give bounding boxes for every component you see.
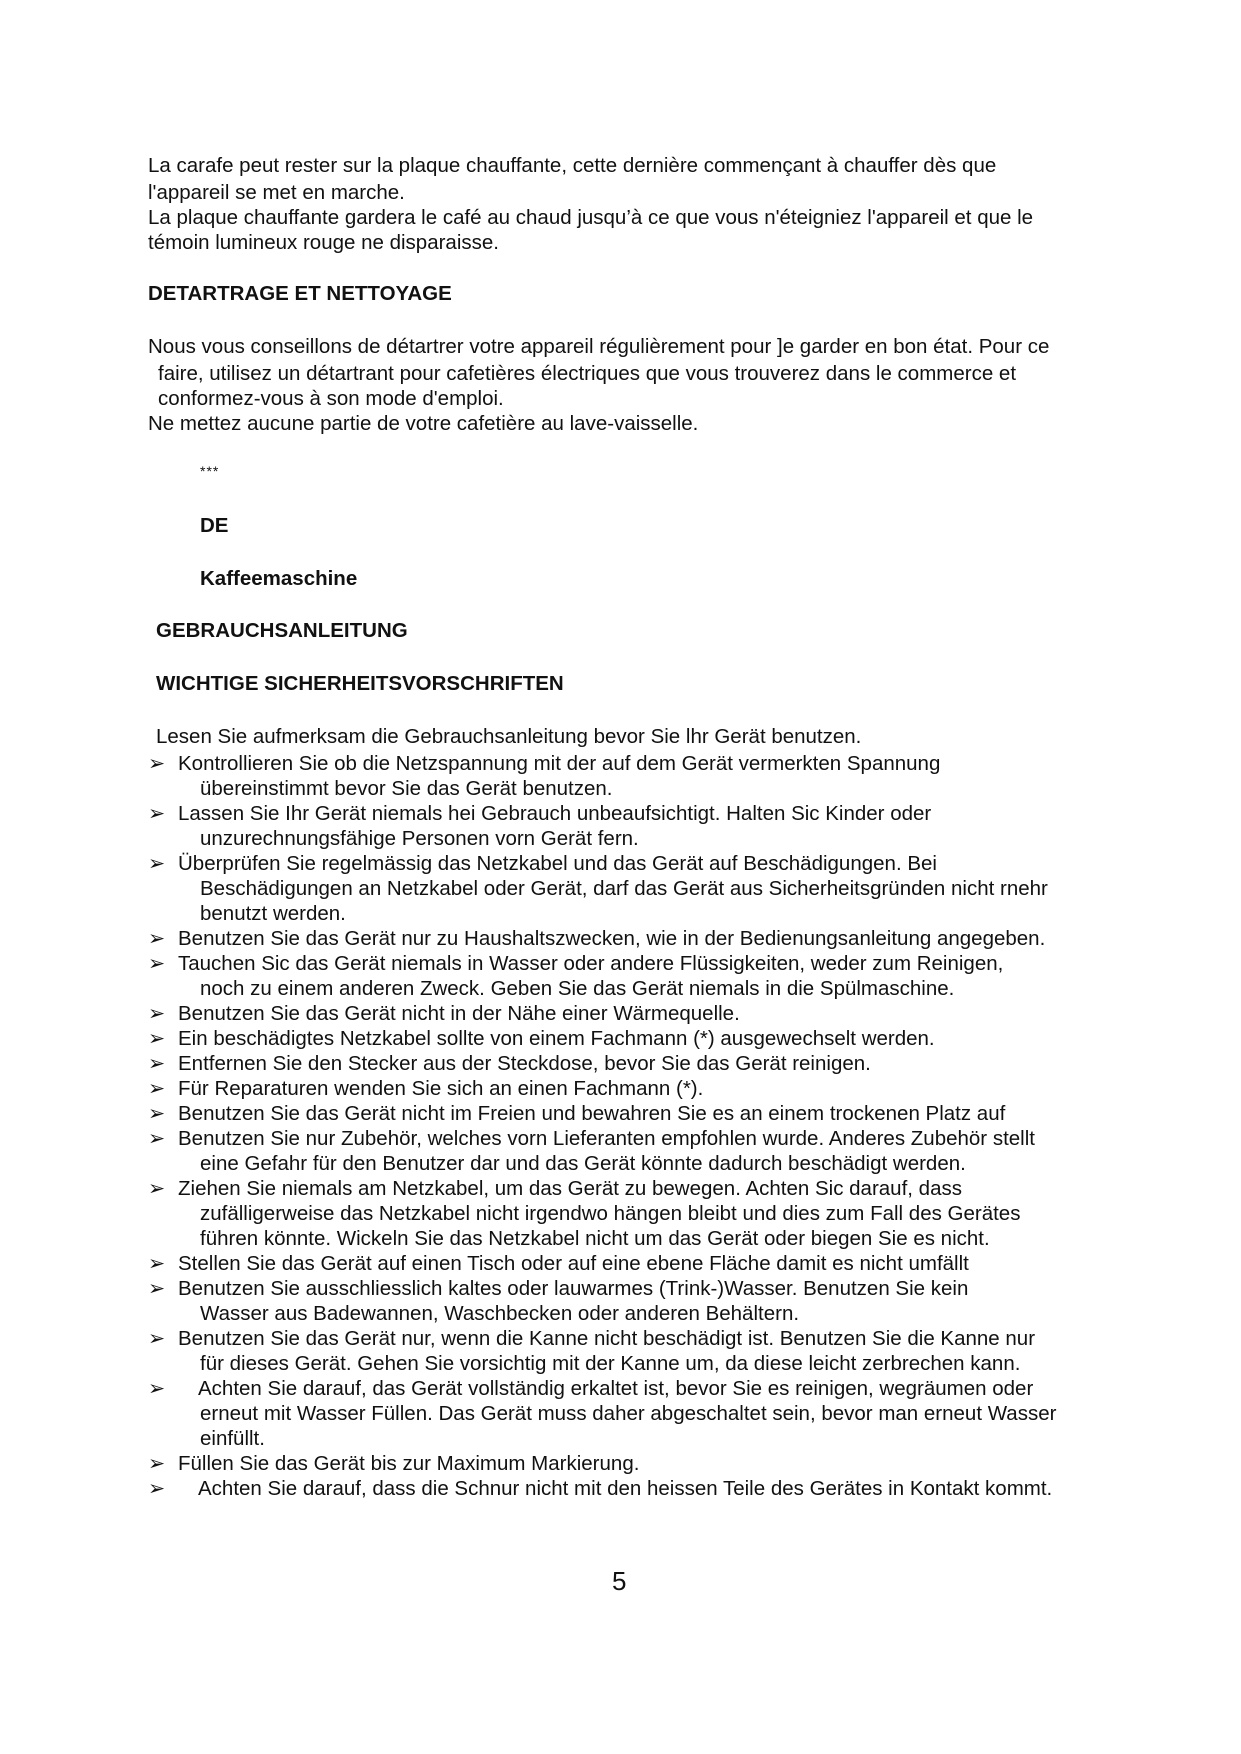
safety-title: WICHTIGE SICHERHEITSVORSCHRIFTEN <box>156 672 564 695</box>
bullet-text: Benutzen Sie das Gerät nur, wenn die Kanne nicht beschädigt ist. Benutzen Sie die Kanne nur <box>178 1327 1036 1350</box>
bullet-text: Tauchen Sic das Gerät niemals in Wasser oder andere Flüssigkeiten, weder zum Reinigen, <box>178 952 1004 975</box>
safety-bullet-list <box>148 751 1148 1501</box>
safety-bullet-item <box>148 951 1148 1001</box>
product-name: Kaffeemaschine <box>200 567 358 590</box>
page-number: 5 <box>612 1566 627 1596</box>
arrow-bullet-icon: ➢ <box>148 1127 166 1150</box>
bullet-text: Ziehen Sie niemals am Netzkabel, um das Gerät zu bewegen. Achten Sic darauf, dass <box>178 1177 962 1200</box>
bullet-text: Stellen Sie das Gerät auf einen Tisch oder auf eine ebene Fläche damit es nicht umfällt <box>178 1252 969 1275</box>
safety-bullet-item <box>148 1326 1148 1376</box>
safety-intro: Lesen Sie aufmerksam die Gebrauchsanleitung bevor Sie lhr Gerät benutzen. <box>156 725 862 748</box>
safety-bullet-item <box>148 1251 1148 1276</box>
bullet-text: Achten Sie darauf, dass die Schnur nicht mit den heissen Teile des Gerätes in Kontakt kommt. <box>198 1477 1053 1500</box>
arrow-bullet-icon: ➢ <box>148 1102 166 1125</box>
arrow-bullet-icon: ➢ <box>148 927 166 950</box>
bullet-text: Benutzen Sie ausschliesslich kaltes oder lauwarmes (Trink-)Wasser. Benutzen Sie kein <box>178 1277 969 1300</box>
arrow-bullet-icon: ➢ <box>148 852 166 875</box>
safety-bullet-item <box>148 1051 1148 1076</box>
safety-bullet-item <box>148 1126 1148 1176</box>
safety-bullet-item <box>148 801 1148 851</box>
arrow-bullet-icon: ➢ <box>148 802 166 825</box>
text-line: l'appareil se met en marche. <box>148 181 405 204</box>
safety-bullet-item <box>148 1076 1148 1101</box>
arrow-bullet-icon: ➢ <box>148 752 166 775</box>
text-line: faire, utilisez un détartrant pour cafetières électriques que vous trouverez dans le commerce et <box>158 362 1017 385</box>
bullet-text-continuation: noch zu einem anderen Zweck. Geben Sie das Gerät niemals in die Spülmaschine. <box>200 977 955 1000</box>
text-line: La carafe peut rester sur la plaque chauffante, cette dernière commençant à chauffer dès que <box>148 154 997 177</box>
safety-bullet-item <box>148 1026 1148 1051</box>
arrow-bullet-icon: ➢ <box>148 1252 166 1275</box>
bullet-text: Benutzen Sie das Gerät nur zu Haushaltszwecken, wie in der Bedienungsanleitung angegeben. <box>178 927 1046 950</box>
text-line: Ne mettez aucune partie de votre cafetière au lave-vaisselle. <box>148 412 699 435</box>
safety-bullet-item <box>148 926 1148 951</box>
bullet-text: Füllen Sie das Gerät bis zur Maximum Markierung. <box>178 1452 640 1475</box>
arrow-bullet-icon: ➢ <box>148 1377 166 1400</box>
arrow-bullet-icon: ➢ <box>148 1477 166 1500</box>
bullet-text-continuation: Wasser aus Badewannen, Waschbecken oder anderen Behältern. <box>200 1302 800 1325</box>
safety-bullet-item <box>148 1451 1148 1476</box>
bullet-text: Für Reparaturen wenden Sie sich an einen Fachmann (*). <box>178 1077 704 1100</box>
bullet-text: Lassen Sie Ihr Gerät niemals hei Gebrauch unbeaufsichtigt. Halten Sic Kinder oder <box>178 802 932 825</box>
separator-stars: *** <box>200 463 220 479</box>
bullet-text: Überprüfen Sie regelmässig das Netzkabel und das Gerät auf Beschädigungen. Bei <box>178 852 937 875</box>
bullet-text-continuation: einfüllt. <box>200 1427 265 1450</box>
safety-bullet-item <box>148 851 1148 926</box>
bullet-text-continuation: Beschädigungen an Netzkabel oder Gerät, darf das Gerät aus Sicherheitsgründen nicht rnehr <box>200 877 1048 900</box>
text-line: Nous vous conseillons de détartrer votre appareil régulièrement pour ]e garder en bon état. Pour ce <box>148 335 1050 358</box>
bullet-text: Benutzen Sie nur Zubehör, welches vorn Lieferanten empfohlen wurde. Anderes Zubehör stellt <box>178 1127 1035 1150</box>
bullet-text-continuation: unzurechnungsfähige Personen vorn Gerät fern. <box>200 827 639 850</box>
safety-bullet-item <box>148 1176 1148 1251</box>
bullet-text-continuation: führen könnte. Wickeln Sie das Netzkabel nicht um das Gerät oder biegen Sie es nicht. <box>200 1227 990 1250</box>
language-code: DE <box>200 514 229 537</box>
section-heading-detartrage: DETARTRAGE ET NETTOYAGE <box>148 282 452 305</box>
manual-title: GEBRAUCHSANLEITUNG <box>156 619 408 642</box>
arrow-bullet-icon: ➢ <box>148 1177 166 1200</box>
arrow-bullet-icon: ➢ <box>148 1077 166 1100</box>
bullet-text: Benutzen Sie das Gerät nicht in der Nähe einer Wärmequelle. <box>178 1002 740 1025</box>
safety-bullet-item <box>148 1376 1148 1451</box>
bullet-text-continuation: erneut mit Wasser Füllen. Das Gerät muss daher abgeschaltet sein, bevor man erneut Wasser <box>200 1402 1057 1425</box>
safety-bullet-item <box>148 1101 1148 1126</box>
arrow-bullet-icon: ➢ <box>148 1052 166 1075</box>
text-line: conformez-vous à son mode d'emploi. <box>158 387 504 410</box>
arrow-bullet-icon: ➢ <box>148 952 166 975</box>
bullet-text: Kontrollieren Sie ob die Netzspannung mit der auf dem Gerät vermerkten Spannung <box>178 752 941 775</box>
bullet-text-continuation: übereinstimmt bevor Sie das Gerät benutzen. <box>200 777 613 800</box>
bullet-text-continuation: eine Gefahr für den Benutzer dar und das Gerät könnte dadurch beschädigt werden. <box>200 1152 966 1175</box>
arrow-bullet-icon: ➢ <box>148 1002 166 1025</box>
safety-bullet-item <box>148 1001 1148 1026</box>
bullet-text: Benutzen Sie das Gerät nicht im Freien und bewahren Sie es an einem trockenen Platz auf <box>178 1102 1006 1125</box>
arrow-bullet-icon: ➢ <box>148 1027 166 1050</box>
safety-bullet-item <box>148 1476 1148 1501</box>
text-line: La plaque chauffante gardera le café au chaud jusqu’à ce que vous n'éteigniez l'appareil et que le <box>148 206 1034 229</box>
arrow-bullet-icon: ➢ <box>148 1327 166 1350</box>
safety-bullet-item <box>148 751 1148 801</box>
bullet-text-continuation: für dieses Gerät. Gehen Sie vorsichtig mit der Kanne um, da diese leicht zerbrechen kann. <box>200 1352 1021 1375</box>
bullet-text-continuation: benutzt werden. <box>200 902 346 925</box>
bullet-text: Entfernen Sie den Stecker aus der Steckdose, bevor Sie das Gerät reinigen. <box>178 1052 871 1075</box>
safety-bullet-item <box>148 1276 1148 1326</box>
bullet-text: Achten Sie darauf, das Gerät vollständig erkaltet ist, bevor Sie es reinigen, wegräumen oder <box>198 1377 1034 1400</box>
bullet-text-continuation: zufälligerweise das Netzkabel nicht irgendwo hängen bleibt und dies zum Fall des Gerätes <box>200 1202 1021 1225</box>
bullet-text: Ein beschädigtes Netzkabel sollte von einem Fachmann (*) ausgewechselt werden. <box>178 1027 935 1050</box>
arrow-bullet-icon: ➢ <box>148 1452 166 1475</box>
text-line: témoin lumineux rouge ne disparaisse. <box>148 231 499 254</box>
arrow-bullet-icon: ➢ <box>148 1277 166 1300</box>
